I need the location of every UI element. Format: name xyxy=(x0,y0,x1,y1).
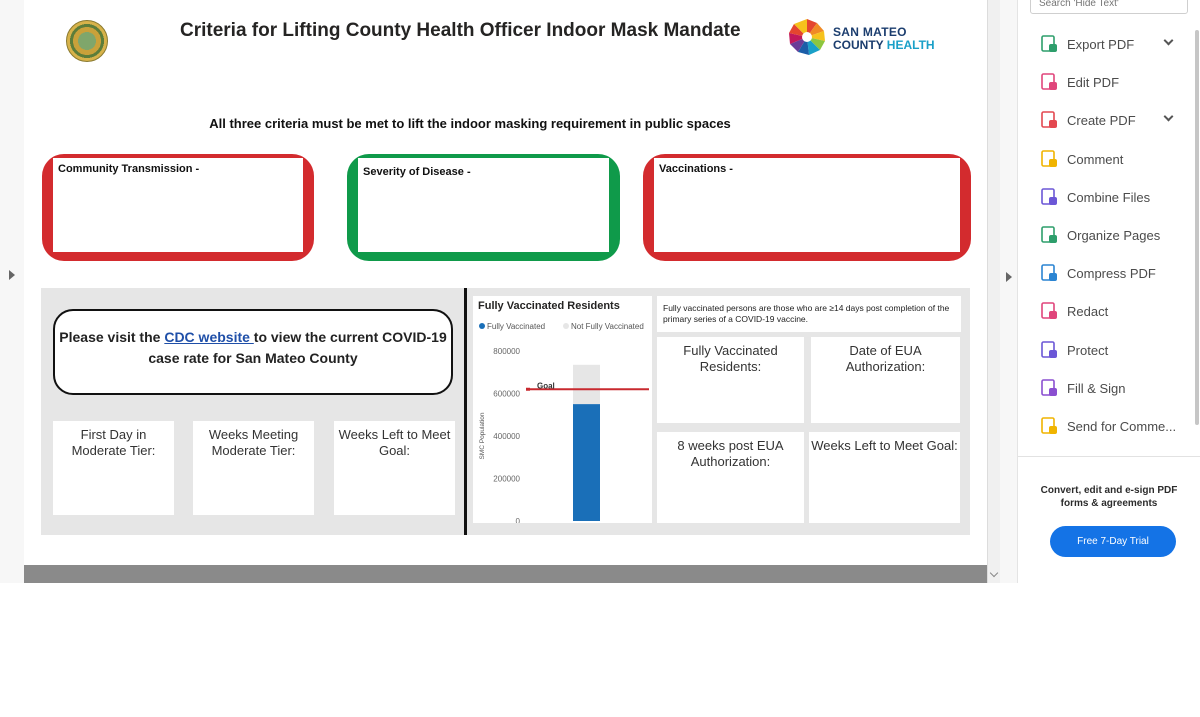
tool-label: Combine Files xyxy=(1067,189,1151,205)
tool-redact[interactable] xyxy=(1018,292,1200,330)
tool-export-pdf[interactable] xyxy=(1018,25,1200,63)
tool-label: Export PDF xyxy=(1067,37,1135,52)
logo-line-2 xyxy=(833,38,935,52)
y-tick-label-3: 600000 xyxy=(493,389,520,399)
tools-sidebar xyxy=(1018,0,1200,583)
tool-search-input[interactable] xyxy=(1030,0,1188,14)
cdc-notice xyxy=(53,309,453,395)
legend-marker-1 xyxy=(563,323,569,329)
tool-edit-pdf[interactable] xyxy=(1018,63,1200,101)
tool-fill-sign[interactable] xyxy=(1018,369,1200,407)
cdc-website-link[interactable]: CDC website xyxy=(164,329,254,345)
comment-icon xyxy=(1040,150,1058,168)
promo-text: Convert, edit and e-sign PDF forms & agreements xyxy=(1040,485,1178,509)
chevron-down-icon[interactable] xyxy=(1164,112,1174,122)
tool-create-pdf[interactable] xyxy=(1018,101,1200,139)
scroll-down-icon[interactable] xyxy=(990,569,998,577)
goal-label: Goal xyxy=(537,381,555,391)
sidebar-scrollbar[interactable] xyxy=(1195,30,1199,425)
bar-fully-vaccinated xyxy=(573,404,600,521)
weeks-meeting-moderate-tier-card: Weeks Meeting Moderate Tier: xyxy=(193,421,314,515)
smc-health-mark-icon xyxy=(787,17,827,57)
eight-weeks-post-eua-card: 8 weeks post EUA Authorization: xyxy=(657,432,804,523)
free-trial-button[interactable]: Free 7-Day Trial xyxy=(1050,526,1176,557)
cdc-suffix: to view the current COVID-19 case rate for San Mateo County xyxy=(148,329,447,366)
tool-comment[interactable] xyxy=(1018,140,1200,178)
y-tick-label-1: 200000 xyxy=(493,474,520,484)
pdf-page xyxy=(24,0,987,583)
san-mateo-county-health-logo xyxy=(787,17,947,61)
chart-svg xyxy=(473,296,652,523)
tool-label: Send for Comme... xyxy=(1067,419,1177,434)
weeks-left-goal-card: Weeks Left to Meet Goal: xyxy=(809,432,960,523)
weeks-left-card: Weeks Left to Meet Goal: xyxy=(334,421,455,515)
y-tick-label-0: 0 xyxy=(515,517,520,523)
redact-icon xyxy=(1040,302,1058,320)
bar-not-fully-vaccinated xyxy=(573,365,600,404)
export-pdf-icon xyxy=(1040,35,1058,53)
fully-vaccinated-residents-card: Fully Vaccinated Residents: xyxy=(657,337,804,423)
cdc-prefix: Please visit the xyxy=(59,329,165,345)
tool-protect[interactable] xyxy=(1018,331,1200,369)
logo-line-1: SAN MATEO xyxy=(833,25,907,39)
community-transmission-label: Community Transmission - xyxy=(58,163,200,175)
vaccinations-box xyxy=(643,154,971,261)
combine-files-icon xyxy=(1040,188,1058,206)
chevron-down-icon[interactable] xyxy=(1164,36,1174,46)
compress-pdf-icon xyxy=(1040,264,1058,282)
community-transmission-box xyxy=(42,154,314,261)
tool-combine-files[interactable] xyxy=(1018,178,1200,216)
logo-health: HEALTH xyxy=(886,38,935,52)
fill-sign-icon xyxy=(1040,379,1058,397)
document-scrollbar[interactable] xyxy=(987,0,1000,583)
eua-date-card: Date of EUA Authorization: xyxy=(811,337,960,423)
tool-label: Organize Pages xyxy=(1067,228,1161,243)
y-axis-label: SMC Population xyxy=(479,412,486,460)
tool-organize-pages[interactable] xyxy=(1018,216,1200,254)
protect-icon xyxy=(1040,341,1058,359)
create-pdf-icon xyxy=(1040,111,1058,129)
expand-left-icon xyxy=(9,270,15,280)
legend-marker-0 xyxy=(479,323,485,329)
tool-label: Compress PDF xyxy=(1067,266,1156,282)
tool-compress-pdf[interactable] xyxy=(1018,254,1200,292)
tool-label: Redact xyxy=(1067,304,1109,320)
severity-of-disease-box xyxy=(347,154,620,261)
organize-pages-icon xyxy=(1040,226,1058,244)
tool-label: Create PDF xyxy=(1067,113,1136,129)
vaccinated-residents-chart xyxy=(473,296,652,523)
y-tick-label-2: 400000 xyxy=(493,432,520,441)
tool-label: Fill & Sign xyxy=(1067,380,1126,396)
edit-pdf-icon xyxy=(1040,73,1058,91)
tool-label: Protect xyxy=(1067,342,1109,358)
chart-title: Fully Vaccinated Residents xyxy=(478,300,620,312)
first-day-moderate-tier-card: First Day in Moderate Tier: xyxy=(53,421,174,515)
tool-label: Edit PDF xyxy=(1067,75,1120,91)
right-panel-toggle[interactable] xyxy=(1000,0,1018,583)
tool-label: Comment xyxy=(1067,151,1124,167)
send-comments-icon xyxy=(1040,417,1058,435)
y-tick-label-4: 800000 xyxy=(493,347,520,356)
collapse-right-icon xyxy=(1006,272,1012,282)
severity-of-disease-label: Severity of Disease - xyxy=(363,166,471,178)
vaccination-panel xyxy=(467,288,970,535)
legend-label-1: Not Fully Vaccinated xyxy=(571,322,644,331)
page-bottom-bar xyxy=(24,565,987,583)
legend-label-0: Fully Vaccinated xyxy=(487,322,546,331)
vaccinations-label: Vaccinations - xyxy=(659,163,733,175)
sidebar-divider xyxy=(1018,456,1200,457)
left-panel-toggle[interactable] xyxy=(0,0,24,583)
tool-send-comments[interactable] xyxy=(1018,407,1200,445)
case-rate-panel xyxy=(41,288,464,535)
criteria-note: All three criteria must be met to lift the indoor masking requirement in public spaces xyxy=(209,116,731,131)
logo-county: COUNTY xyxy=(833,38,884,52)
county-seal-logo xyxy=(66,20,108,62)
definition-note: Fully vaccinated persons are those who are ≥14 days post completion of the primary series of a COVID-19 vaccine. xyxy=(657,296,961,332)
report-title: Criteria for Lifting County Health Officer Indoor Mask Mandate xyxy=(180,20,741,41)
empty-area xyxy=(0,583,1200,717)
